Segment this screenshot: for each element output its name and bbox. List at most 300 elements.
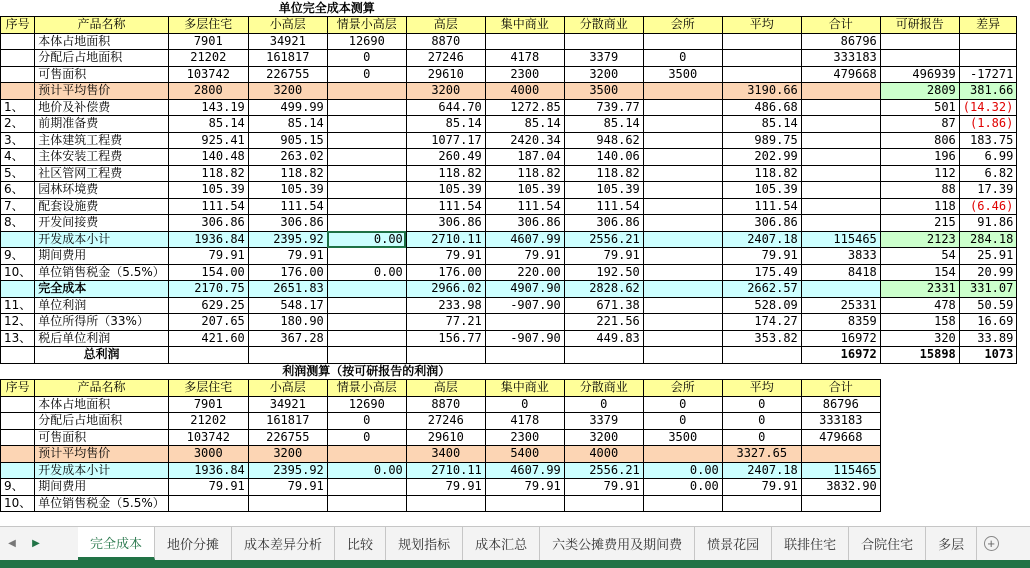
cell[interactable] — [327, 297, 406, 314]
cell[interactable]: 215 — [880, 215, 959, 232]
cell[interactable]: 105.39 — [722, 182, 801, 199]
cell[interactable]: 202.99 — [722, 149, 801, 166]
cell[interactable]: 79.91 — [485, 479, 564, 496]
cell[interactable]: 8870 — [406, 396, 485, 413]
cell[interactable]: 118.82 — [564, 165, 643, 182]
column-header[interactable]: 产品名称 — [35, 380, 169, 397]
cell[interactable]: 79.91 — [168, 248, 248, 265]
cell[interactable]: 2、 — [1, 116, 35, 133]
cell[interactable]: 7901 — [168, 396, 248, 413]
cell[interactable]: 158 — [880, 314, 959, 331]
row-label[interactable]: 主体建筑工程费 — [35, 132, 169, 149]
cell[interactable]: -17271 — [959, 66, 1017, 83]
cell[interactable] — [880, 495, 959, 512]
cell[interactable]: 0.00 — [643, 462, 722, 479]
cell[interactable]: 86796 — [801, 396, 880, 413]
cell[interactable] — [327, 495, 406, 512]
cell[interactable]: 306.86 — [248, 215, 327, 232]
cell[interactable] — [801, 198, 880, 215]
row-label[interactable]: 本体占地面积 — [35, 396, 169, 413]
cell[interactable]: 180.90 — [248, 314, 327, 331]
cell[interactable]: 11、 — [1, 297, 35, 314]
cell[interactable]: 34921 — [248, 33, 327, 50]
row-label[interactable]: 分配后占地面积 — [35, 50, 169, 67]
cell[interactable] — [880, 50, 959, 67]
cell[interactable]: 2800 — [168, 83, 248, 100]
column-header[interactable]: 合计 — [801, 380, 880, 397]
sheet-tab[interactable]: 地价分摊 — [155, 527, 232, 560]
cell[interactable] — [327, 198, 406, 215]
cell[interactable]: 2809 — [880, 83, 959, 100]
cell[interactable] — [643, 248, 722, 265]
cell[interactable]: 6.82 — [959, 165, 1017, 182]
cell[interactable]: 156.77 — [406, 330, 485, 347]
cell[interactable]: 5400 — [485, 446, 564, 463]
cell[interactable] — [564, 0, 643, 17]
cell[interactable] — [801, 281, 880, 298]
cell[interactable]: 140.06 — [564, 149, 643, 166]
cell[interactable] — [643, 83, 722, 100]
cell[interactable]: 143.19 — [168, 99, 248, 116]
cell[interactable] — [801, 446, 880, 463]
cell[interactable]: 0.00 — [327, 264, 406, 281]
cell[interactable] — [959, 380, 1017, 397]
cell[interactable]: 111.54 — [722, 198, 801, 215]
row-label[interactable]: 地价及补偿费 — [35, 99, 169, 116]
row-label[interactable]: 开发成本小计 — [35, 231, 169, 248]
cell[interactable]: 333183 — [801, 413, 880, 430]
cell[interactable] — [801, 116, 880, 133]
cell[interactable]: 192.50 — [564, 264, 643, 281]
cell[interactable]: 176.00 — [406, 264, 485, 281]
column-header[interactable]: 情景小高层 — [327, 380, 406, 397]
cell[interactable] — [1, 396, 35, 413]
cell[interactable]: 306.86 — [564, 215, 643, 232]
cell[interactable]: 105.39 — [248, 182, 327, 199]
cell[interactable] — [643, 99, 722, 116]
cell[interactable]: 0 — [327, 50, 406, 67]
cell[interactable] — [801, 0, 880, 17]
cell[interactable]: 12690 — [327, 33, 406, 50]
cell[interactable]: 4、 — [1, 149, 35, 166]
row-label[interactable]: 单位销售税金（5.5%） — [35, 495, 169, 512]
table-title[interactable]: 单位完全成本测算 — [278, 0, 375, 15]
cell[interactable]: 353.82 — [722, 330, 801, 347]
cell[interactable]: 0 — [643, 50, 722, 67]
cell[interactable]: 105.39 — [564, 182, 643, 199]
cell[interactable]: 4000 — [485, 83, 564, 100]
cell[interactable]: 548.17 — [248, 297, 327, 314]
cell[interactable]: 85.14 — [485, 116, 564, 133]
cell[interactable]: 16.69 — [959, 314, 1017, 331]
cell[interactable]: 79.91 — [722, 479, 801, 496]
cell[interactable] — [1, 0, 35, 17]
cell[interactable]: 0 — [643, 413, 722, 430]
cell[interactable] — [880, 429, 959, 446]
cell[interactable]: 85.14 — [168, 116, 248, 133]
cell[interactable]: 2123 — [880, 231, 959, 248]
cell[interactable]: 331.07 — [959, 281, 1017, 298]
cell[interactable]: 905.15 — [248, 132, 327, 149]
column-header[interactable]: 高层 — [406, 380, 485, 397]
cell[interactable]: 79.91 — [485, 248, 564, 265]
sheet-tab[interactable]: 成本差异分析 — [232, 527, 335, 560]
cell[interactable]: 306.86 — [168, 215, 248, 232]
cell[interactable] — [643, 0, 722, 17]
cell[interactable] — [801, 132, 880, 149]
cell[interactable]: 2170.75 — [168, 281, 248, 298]
sheet-tab[interactable]: 多层 — [926, 527, 977, 560]
sheet-tab[interactable]: 成本汇总 — [463, 527, 540, 560]
cell[interactable]: 4907.90 — [485, 281, 564, 298]
cell[interactable] — [722, 66, 801, 83]
cell[interactable]: 3500 — [564, 83, 643, 100]
cell[interactable] — [801, 495, 880, 512]
column-header[interactable]: 集中商业 — [485, 380, 564, 397]
cell[interactable]: 0 — [327, 429, 406, 446]
cell[interactable]: 528.09 — [722, 297, 801, 314]
cell[interactable]: 1936.84 — [168, 462, 248, 479]
cell[interactable]: 3000 — [168, 446, 248, 463]
cell[interactable]: 499.99 — [248, 99, 327, 116]
cell[interactable]: 29610 — [406, 66, 485, 83]
cell[interactable] — [880, 446, 959, 463]
cell[interactable]: 9、 — [1, 479, 35, 496]
cell[interactable]: 87 — [880, 116, 959, 133]
cell[interactable] — [485, 495, 564, 512]
row-label[interactable]: 预计平均售价 — [35, 446, 169, 463]
cell[interactable] — [801, 215, 880, 232]
cell[interactable]: 111.54 — [564, 198, 643, 215]
cell[interactable] — [722, 0, 801, 17]
cell[interactable]: 85.14 — [564, 116, 643, 133]
cell[interactable]: 174.27 — [722, 314, 801, 331]
cell[interactable]: 85.14 — [248, 116, 327, 133]
cell[interactable]: 5、 — [1, 165, 35, 182]
cell[interactable] — [643, 330, 722, 347]
cell[interactable] — [406, 347, 485, 364]
cell[interactable]: 9、 — [1, 248, 35, 265]
cell[interactable] — [327, 215, 406, 232]
cell[interactable] — [1, 413, 35, 430]
cell[interactable]: 54 — [880, 248, 959, 265]
cell[interactable]: 3200 — [406, 83, 485, 100]
cell[interactable]: 486.68 — [722, 99, 801, 116]
cell[interactable]: 333183 — [801, 50, 880, 67]
cell[interactable]: 3379 — [564, 413, 643, 430]
cell[interactable] — [722, 50, 801, 67]
cell[interactable]: 161817 — [248, 413, 327, 430]
cell[interactable]: (6.46) — [959, 198, 1017, 215]
cell[interactable] — [1, 231, 35, 248]
cell[interactable] — [880, 479, 959, 496]
cell[interactable] — [722, 363, 801, 380]
cell[interactable] — [959, 413, 1017, 430]
cell[interactable] — [643, 281, 722, 298]
cell[interactable]: 2395.92 — [248, 462, 327, 479]
cell[interactable]: 220.00 — [485, 264, 564, 281]
cell[interactable]: -907.90 — [485, 297, 564, 314]
cell[interactable]: 0 — [327, 66, 406, 83]
cell[interactable]: 1936.84 — [168, 231, 248, 248]
cell[interactable]: 501 — [880, 99, 959, 116]
cell[interactable]: 15898 — [880, 347, 959, 364]
column-header[interactable]: 分散商业 — [564, 17, 643, 34]
cell[interactable]: 0.00 — [643, 479, 722, 496]
cell[interactable] — [880, 396, 959, 413]
cell[interactable]: 103742 — [168, 429, 248, 446]
scroll-tabs-right-icon[interactable]: ▶ — [32, 538, 40, 549]
column-header[interactable]: 序号 — [1, 380, 35, 397]
cell[interactable]: 161817 — [248, 50, 327, 67]
cell[interactable] — [1, 446, 35, 463]
cell[interactable] — [643, 132, 722, 149]
cell[interactable]: 79.91 — [406, 479, 485, 496]
cell[interactable]: 989.75 — [722, 132, 801, 149]
cell[interactable] — [327, 99, 406, 116]
cell[interactable]: 91.86 — [959, 215, 1017, 232]
cell[interactable]: 2556.21 — [564, 462, 643, 479]
cell[interactable]: 449.83 — [564, 330, 643, 347]
cell[interactable]: 118.82 — [168, 165, 248, 182]
cell[interactable] — [801, 363, 880, 380]
cell[interactable]: (1.86) — [959, 116, 1017, 133]
cell[interactable]: 25331 — [801, 297, 880, 314]
cell[interactable]: 105.39 — [485, 182, 564, 199]
column-header[interactable]: 小高层 — [248, 380, 327, 397]
cell[interactable] — [1, 33, 35, 50]
cell[interactable]: 2651.83 — [248, 281, 327, 298]
cell[interactable]: 176.00 — [248, 264, 327, 281]
row-label[interactable]: 总利润 — [35, 347, 169, 364]
cell[interactable]: 103742 — [168, 66, 248, 83]
cell[interactable] — [959, 50, 1017, 67]
cell[interactable] — [327, 281, 406, 298]
sheet-tab[interactable]: 规划指标 — [386, 527, 463, 560]
cell[interactable]: 478 — [880, 297, 959, 314]
sheet-tab[interactable]: 愤景花园 — [695, 527, 772, 560]
cell[interactable]: 154.00 — [168, 264, 248, 281]
cell[interactable]: 806 — [880, 132, 959, 149]
cell[interactable]: 0 — [722, 413, 801, 430]
cell[interactable]: 3400 — [406, 446, 485, 463]
cell[interactable]: 3833 — [801, 248, 880, 265]
cell[interactable]: 111.54 — [168, 198, 248, 215]
cell[interactable]: 13、 — [1, 330, 35, 347]
cell[interactable]: 260.49 — [406, 149, 485, 166]
cell[interactable]: 3500 — [643, 429, 722, 446]
cell[interactable]: 3200 — [248, 446, 327, 463]
cell[interactable] — [643, 495, 722, 512]
cell[interactable] — [406, 495, 485, 512]
cell[interactable]: 3200 — [564, 66, 643, 83]
cell[interactable]: 85.14 — [406, 116, 485, 133]
cell[interactable] — [327, 116, 406, 133]
cell[interactable]: 187.04 — [485, 149, 564, 166]
add-sheet-button[interactable] — [977, 527, 1005, 560]
cell[interactable]: 3327.65 — [722, 446, 801, 463]
row-label[interactable]: 前期准备费 — [35, 116, 169, 133]
row-label[interactable]: 开发成本小计 — [35, 462, 169, 479]
cell[interactable]: 7、 — [1, 198, 35, 215]
cell[interactable] — [1, 50, 35, 67]
row-label[interactable]: 园林环境费 — [35, 182, 169, 199]
cell[interactable] — [959, 462, 1017, 479]
cell[interactable]: 115465 — [801, 462, 880, 479]
cell[interactable] — [959, 429, 1017, 446]
cell[interactable]: 79.91 — [722, 248, 801, 265]
cell[interactable]: 12690 — [327, 396, 406, 413]
cell[interactable]: -907.90 — [485, 330, 564, 347]
cell[interactable] — [880, 462, 959, 479]
cell[interactable]: 671.38 — [564, 297, 643, 314]
cell[interactable]: 2710.11 — [406, 231, 485, 248]
cell[interactable]: 111.54 — [485, 198, 564, 215]
cell[interactable] — [959, 479, 1017, 496]
cell[interactable]: 79.91 — [564, 479, 643, 496]
cell[interactable] — [643, 347, 722, 364]
row-label[interactable]: 期间费用 — [35, 479, 169, 496]
cell[interactable]: 8359 — [801, 314, 880, 331]
cell[interactable]: 10、 — [1, 264, 35, 281]
cell[interactable] — [327, 330, 406, 347]
cell[interactable] — [801, 99, 880, 116]
cell[interactable]: 16972 — [801, 330, 880, 347]
sheet-tab[interactable]: 联排住宅 — [772, 527, 849, 560]
column-header[interactable]: 平均 — [722, 17, 801, 34]
cell[interactable]: 7901 — [168, 33, 248, 50]
cell[interactable]: 29610 — [406, 429, 485, 446]
cell[interactable]: 50.59 — [959, 297, 1017, 314]
cell[interactable]: 6、 — [1, 182, 35, 199]
cell[interactable]: 207.65 — [168, 314, 248, 331]
cell[interactable]: 0 — [485, 396, 564, 413]
cell[interactable] — [1, 347, 35, 364]
cell[interactable]: 2966.02 — [406, 281, 485, 298]
row-label[interactable]: 单位销售税金（5.5%） — [35, 264, 169, 281]
cell[interactable] — [35, 363, 169, 380]
cell[interactable] — [327, 132, 406, 149]
cell[interactable] — [327, 248, 406, 265]
cell[interactable]: 8418 — [801, 264, 880, 281]
cell[interactable]: 629.25 — [168, 297, 248, 314]
cell[interactable]: 226755 — [248, 429, 327, 446]
cell[interactable]: 2662.57 — [722, 281, 801, 298]
cell[interactable]: 105.39 — [168, 182, 248, 199]
row-label[interactable]: 分配后占地面积 — [35, 413, 169, 430]
column-header[interactable]: 分散商业 — [564, 380, 643, 397]
cell[interactable] — [643, 363, 722, 380]
scroll-tabs-left-icon[interactable]: ◀ — [8, 538, 16, 549]
cell[interactable]: 948.62 — [564, 132, 643, 149]
cell[interactable] — [564, 363, 643, 380]
cell[interactable]: (14.32) — [959, 99, 1017, 116]
cell[interactable]: 118.82 — [485, 165, 564, 182]
cell[interactable]: 739.77 — [564, 99, 643, 116]
column-header[interactable]: 平均 — [722, 380, 801, 397]
cell[interactable] — [959, 363, 1017, 380]
cell[interactable]: 2300 — [485, 66, 564, 83]
cell[interactable]: 221.56 — [564, 314, 643, 331]
column-header[interactable]: 序号 — [1, 17, 35, 34]
cell[interactable]: 20.99 — [959, 264, 1017, 281]
cell[interactable]: 79.91 — [168, 479, 248, 496]
cell[interactable]: 27246 — [406, 50, 485, 67]
cell[interactable] — [959, 495, 1017, 512]
cell[interactable]: 16972 — [801, 347, 880, 364]
cell[interactable] — [722, 33, 801, 50]
cell[interactable]: 0.00 — [327, 231, 406, 248]
cell[interactable] — [485, 347, 564, 364]
cell[interactable] — [643, 215, 722, 232]
cell[interactable]: 2407.18 — [722, 231, 801, 248]
cell[interactable] — [959, 396, 1017, 413]
cell[interactable]: 2395.92 — [248, 231, 327, 248]
cell[interactable]: 496939 — [880, 66, 959, 83]
column-header[interactable]: 产品名称 — [35, 17, 169, 34]
cell[interactable]: 88 — [880, 182, 959, 199]
cell[interactable]: 85.14 — [722, 116, 801, 133]
column-header[interactable]: 集中商业 — [485, 17, 564, 34]
cell[interactable] — [880, 33, 959, 50]
cell[interactable]: 1、 — [1, 99, 35, 116]
cell[interactable]: 112 — [880, 165, 959, 182]
cell[interactable]: 21202 — [168, 50, 248, 67]
cell[interactable]: 1272.85 — [485, 99, 564, 116]
cell[interactable] — [643, 198, 722, 215]
row-label[interactable]: 可售面积 — [35, 429, 169, 446]
cell[interactable] — [327, 182, 406, 199]
cell[interactable] — [801, 165, 880, 182]
cell[interactable]: 0 — [327, 413, 406, 430]
cell[interactable] — [564, 347, 643, 364]
cell[interactable]: 1077.17 — [406, 132, 485, 149]
cell[interactable]: 2300 — [485, 429, 564, 446]
cell[interactable]: 118.82 — [248, 165, 327, 182]
cell[interactable]: 111.54 — [248, 198, 327, 215]
sheet-tab[interactable]: 六类公摊费用及期间费 — [540, 527, 695, 560]
cell[interactable]: 479668 — [801, 429, 880, 446]
cell[interactable] — [959, 446, 1017, 463]
cell[interactable]: 196 — [880, 149, 959, 166]
cell[interactable] — [880, 0, 959, 17]
cell[interactable]: 118 — [880, 198, 959, 215]
cell[interactable] — [880, 413, 959, 430]
cell[interactable]: 3190.66 — [722, 83, 801, 100]
cell[interactable] — [801, 182, 880, 199]
column-header[interactable]: 会所 — [643, 17, 722, 34]
cell[interactable] — [248, 347, 327, 364]
cell[interactable] — [327, 83, 406, 100]
cell[interactable]: 263.02 — [248, 149, 327, 166]
column-header[interactable]: 多层住宅 — [168, 380, 248, 397]
cell[interactable]: 140.48 — [168, 149, 248, 166]
cell[interactable]: 306.86 — [485, 215, 564, 232]
column-header[interactable]: 差异 — [959, 17, 1017, 34]
cell[interactable]: 2331 — [880, 281, 959, 298]
cell[interactable] — [327, 347, 406, 364]
cell[interactable]: 2828.62 — [564, 281, 643, 298]
cell[interactable]: 86796 — [801, 33, 880, 50]
cell[interactable] — [959, 33, 1017, 50]
row-label[interactable]: 社区管网工程费 — [35, 165, 169, 182]
row-label[interactable]: 完全成本 — [35, 281, 169, 298]
cell[interactable]: 3、 — [1, 132, 35, 149]
cell[interactable]: 1073 — [959, 347, 1017, 364]
cell[interactable]: 8、 — [1, 215, 35, 232]
cell[interactable] — [1, 462, 35, 479]
cell[interactable] — [168, 495, 248, 512]
